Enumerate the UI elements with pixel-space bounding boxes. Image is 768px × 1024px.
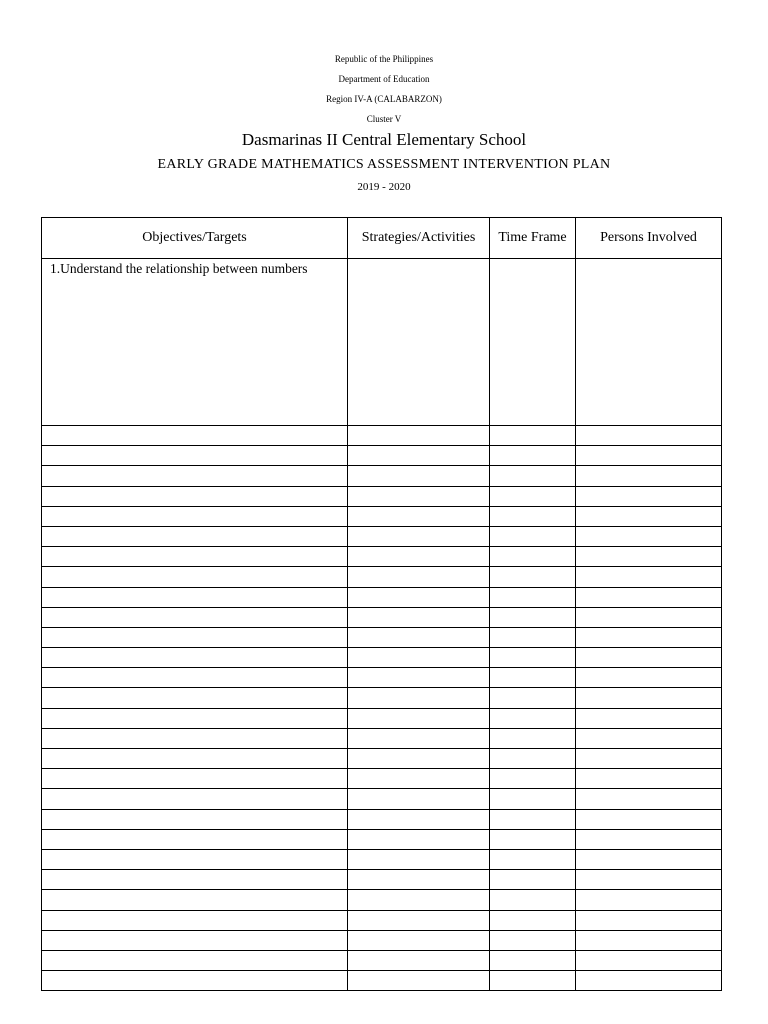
strategies-cell[interactable] <box>348 648 490 668</box>
objective-cell[interactable] <box>42 971 348 991</box>
time-frame-cell[interactable] <box>490 627 576 647</box>
time-frame-cell[interactable] <box>490 587 576 607</box>
objective-cell[interactable] <box>42 728 348 748</box>
persons-involved-cell[interactable] <box>576 668 722 688</box>
persons-involved-cell[interactable] <box>576 728 722 748</box>
blank-table-row <box>42 627 722 647</box>
strategies-cell[interactable] <box>348 829 490 849</box>
objective-cell[interactable] <box>42 769 348 789</box>
objective-cell[interactable] <box>42 688 348 708</box>
persons-involved-cell[interactable] <box>576 930 722 950</box>
strategies-cell[interactable] <box>348 547 490 567</box>
blank-table-row <box>42 426 722 446</box>
persons-involved-cell[interactable] <box>576 506 722 526</box>
department-line: Department of Education <box>338 74 430 84</box>
objective-cell[interactable] <box>42 259 348 426</box>
persons-involved-cell[interactable] <box>576 789 722 809</box>
objective-text: 1.Understand the relationship between numbers <box>50 261 308 276</box>
strategies-cell[interactable] <box>348 567 490 587</box>
time-frame-cell[interactable] <box>490 809 576 829</box>
school-year: 2019 - 2020 <box>357 181 411 193</box>
time-frame-cell[interactable] <box>490 769 576 789</box>
objective-cell[interactable] <box>42 950 348 970</box>
strategies-cell[interactable] <box>348 769 490 789</box>
persons-involved-cell[interactable] <box>576 486 722 506</box>
persons-involved-cell[interactable] <box>576 910 722 930</box>
time-frame-cell[interactable] <box>490 259 576 426</box>
blank-table-row <box>42 829 722 849</box>
blank-table-row <box>42 971 722 991</box>
strategies-cell[interactable] <box>348 910 490 930</box>
strategies-cell[interactable] <box>348 668 490 688</box>
column-header-persons-involved: Persons Involved <box>576 218 722 259</box>
strategies-cell[interactable] <box>348 466 490 486</box>
strategies-cell[interactable] <box>348 688 490 708</box>
strategies-cell[interactable] <box>348 259 490 426</box>
time-frame-cell[interactable] <box>490 910 576 930</box>
blank-table-row <box>42 567 722 587</box>
objective-cell[interactable] <box>42 446 348 466</box>
time-frame-cell[interactable] <box>490 930 576 950</box>
time-frame-cell[interactable] <box>490 708 576 728</box>
objective-cell[interactable] <box>42 526 348 546</box>
objective-cell[interactable] <box>42 648 348 668</box>
objective-cell[interactable] <box>42 466 348 486</box>
blank-table-row <box>42 728 722 748</box>
objective-cell[interactable] <box>42 789 348 809</box>
persons-involved-cell[interactable] <box>576 849 722 869</box>
strategies-cell[interactable] <box>348 728 490 748</box>
blank-table-row <box>42 769 722 789</box>
time-frame-cell[interactable] <box>490 446 576 466</box>
strategies-cell[interactable] <box>348 930 490 950</box>
time-frame-cell[interactable] <box>490 728 576 748</box>
persons-involved-cell[interactable] <box>576 526 722 546</box>
time-frame-cell[interactable] <box>490 648 576 668</box>
blank-table-row <box>42 930 722 950</box>
time-frame-cell[interactable] <box>490 668 576 688</box>
blank-table-row <box>42 668 722 688</box>
objective-cell[interactable] <box>42 890 348 910</box>
time-frame-cell[interactable] <box>490 971 576 991</box>
objective-cell[interactable] <box>42 930 348 950</box>
persons-involved-cell[interactable] <box>576 971 722 991</box>
objective-cell[interactable] <box>42 607 348 627</box>
persons-involved-cell[interactable] <box>576 809 722 829</box>
time-frame-cell[interactable] <box>490 870 576 890</box>
objective-cell[interactable] <box>42 627 348 647</box>
strategies-cell[interactable] <box>348 708 490 728</box>
time-frame-cell[interactable] <box>490 829 576 849</box>
time-frame-cell[interactable] <box>490 466 576 486</box>
persons-involved-cell[interactable] <box>576 950 722 970</box>
time-frame-cell[interactable] <box>490 749 576 769</box>
persons-involved-cell[interactable] <box>576 749 722 769</box>
objective-cell[interactable] <box>42 910 348 930</box>
time-frame-cell[interactable] <box>490 567 576 587</box>
column-header-time-frame: Time Frame <box>490 218 576 259</box>
blank-table-row <box>42 870 722 890</box>
blank-table-row <box>42 708 722 728</box>
persons-involved-cell[interactable] <box>576 547 722 567</box>
objective-cell[interactable] <box>42 809 348 829</box>
country-line: Republic of the Philippines <box>334 54 434 64</box>
blank-table-row <box>42 526 722 546</box>
strategies-cell[interactable] <box>348 971 490 991</box>
objective-cell[interactable] <box>42 587 348 607</box>
strategies-cell[interactable] <box>348 809 490 829</box>
column-header-strategies: Strategies/Activities <box>348 218 490 259</box>
cluster-line: Cluster V <box>366 114 402 124</box>
strategies-cell[interactable] <box>348 426 490 446</box>
persons-involved-cell[interactable] <box>576 259 722 426</box>
persons-involved-cell[interactable] <box>576 870 722 890</box>
blank-table-row <box>42 446 722 466</box>
persons-involved-cell[interactable] <box>576 708 722 728</box>
persons-involved-cell[interactable] <box>576 829 722 849</box>
blank-table-row <box>42 587 722 607</box>
objective-cell[interactable] <box>42 749 348 769</box>
blank-table-row <box>42 648 722 668</box>
strategies-cell[interactable] <box>348 607 490 627</box>
blank-table-row <box>42 809 722 829</box>
strategies-cell[interactable] <box>348 486 490 506</box>
strategies-cell[interactable] <box>348 950 490 970</box>
persons-involved-cell[interactable] <box>576 688 722 708</box>
persons-involved-cell[interactable] <box>576 446 722 466</box>
persons-involved-cell[interactable] <box>576 567 722 587</box>
objective-cell[interactable] <box>42 506 348 526</box>
objective-cell[interactable] <box>42 426 348 446</box>
region-line: Region IV-A (CALABARZON) <box>326 94 442 104</box>
blank-table-row <box>42 849 722 869</box>
persons-involved-cell[interactable] <box>576 769 722 789</box>
objective-cell[interactable] <box>42 708 348 728</box>
objective-cell[interactable] <box>42 849 348 869</box>
objective-cell[interactable] <box>42 547 348 567</box>
blank-table-row <box>42 547 722 567</box>
objective-cell[interactable] <box>42 567 348 587</box>
persons-involved-cell[interactable] <box>576 648 722 668</box>
strategies-cell[interactable] <box>348 789 490 809</box>
strategies-cell[interactable] <box>348 627 490 647</box>
time-frame-cell[interactable] <box>490 607 576 627</box>
strategies-cell[interactable] <box>348 849 490 869</box>
blank-table-row <box>42 466 722 486</box>
persons-involved-cell[interactable] <box>576 890 722 910</box>
strategies-cell[interactable] <box>348 890 490 910</box>
blank-table-row <box>42 789 722 809</box>
strategies-cell[interactable] <box>348 870 490 890</box>
objective-cell[interactable] <box>42 829 348 849</box>
table-row <box>42 259 722 426</box>
plan-title: EARLY GRADE MATHEMATICS ASSESSMENT INTERVENTION PLAN <box>157 157 611 172</box>
strategies-cell[interactable] <box>348 587 490 607</box>
persons-involved-cell[interactable] <box>576 607 722 627</box>
persons-involved-cell[interactable] <box>576 587 722 607</box>
time-frame-cell[interactable] <box>490 547 576 567</box>
strategies-cell[interactable] <box>348 749 490 769</box>
blank-table-row <box>42 950 722 970</box>
table-header-row <box>42 218 722 259</box>
blank-table-row <box>42 486 722 506</box>
objective-cell[interactable] <box>42 486 348 506</box>
time-frame-cell[interactable] <box>490 950 576 970</box>
objective-cell[interactable] <box>42 668 348 688</box>
time-frame-cell[interactable] <box>490 849 576 869</box>
strategies-cell[interactable] <box>348 446 490 466</box>
blank-table-row <box>42 910 722 930</box>
time-frame-cell[interactable] <box>490 526 576 546</box>
time-frame-cell[interactable] <box>490 890 576 910</box>
time-frame-cell[interactable] <box>490 789 576 809</box>
persons-involved-cell[interactable] <box>576 627 722 647</box>
column-header-objectives: Objectives/Targets <box>42 218 348 259</box>
time-frame-cell[interactable] <box>490 506 576 526</box>
school-name: Dasmarinas II Central Elementary School <box>241 130 527 149</box>
blank-table-row <box>42 688 722 708</box>
persons-involved-cell[interactable] <box>576 426 722 446</box>
intervention-plan-table <box>41 217 722 991</box>
time-frame-cell[interactable] <box>490 486 576 506</box>
time-frame-cell[interactable] <box>490 426 576 446</box>
blank-table-row <box>42 607 722 627</box>
objective-cell[interactable] <box>42 870 348 890</box>
blank-table-row <box>42 506 722 526</box>
blank-table-row <box>42 890 722 910</box>
strategies-cell[interactable] <box>348 506 490 526</box>
strategies-cell[interactable] <box>348 526 490 546</box>
time-frame-cell[interactable] <box>490 688 576 708</box>
persons-involved-cell[interactable] <box>576 466 722 486</box>
blank-table-row <box>42 749 722 769</box>
